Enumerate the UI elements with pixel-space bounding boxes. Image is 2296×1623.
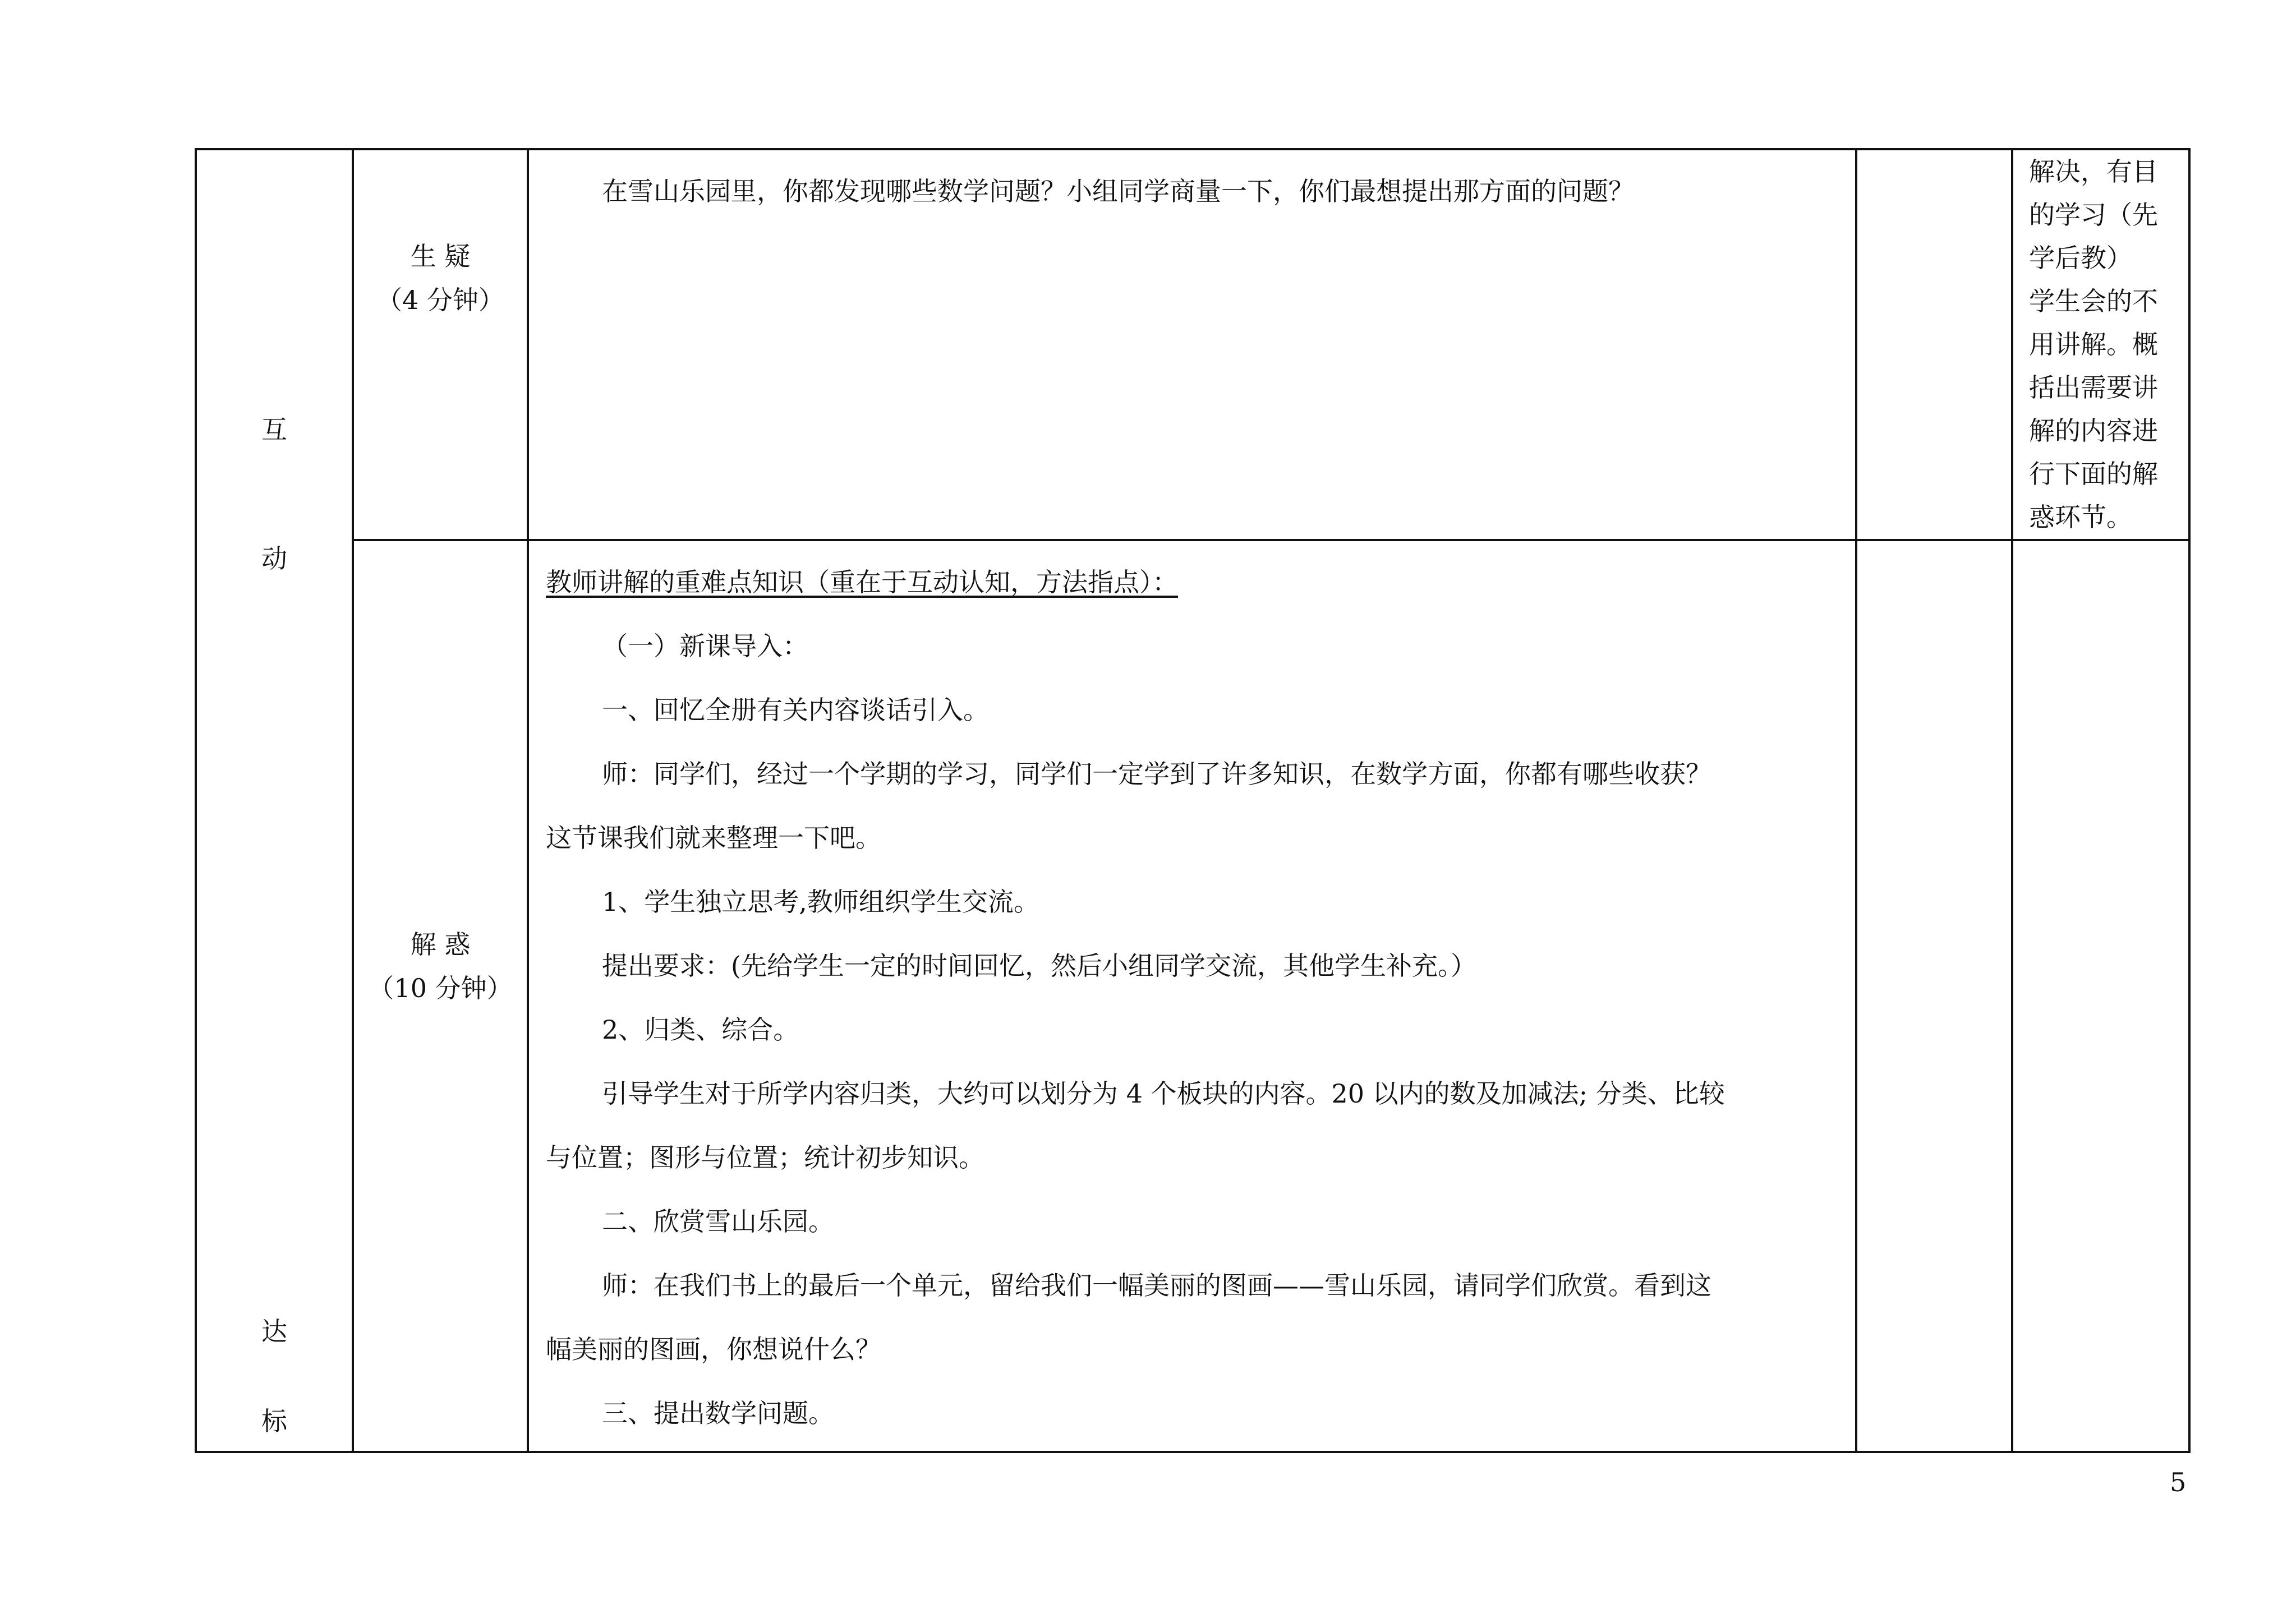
content-line: 2、归类、综合。 (602, 1015, 799, 1045)
content-line: 一、回忆全册有关内容谈话引入。 (602, 695, 989, 725)
empty-cell (1856, 149, 2012, 540)
step-cell-explain (353, 540, 528, 1452)
note-line: 学生会的不用讲解。概括出需要讲解的内容进行下面的解惑环节。 (2029, 286, 2158, 532)
step-duration: （10 分钟） (368, 973, 513, 1003)
content-line: 引导学生对于所学内容归类，大约可以划分为 4 个板块的内容。20 以内的数及加减法; 分类、比较 (602, 1078, 1725, 1109)
lesson-plan-table (195, 148, 2191, 1453)
table-row-explain (196, 540, 2189, 1452)
content-cell-doubt (528, 149, 1856, 540)
step-duration: （4 分钟） (376, 285, 504, 315)
step-cell-doubt (353, 149, 528, 540)
stage-cell (196, 149, 353, 1452)
step-name: 解 惑 (410, 929, 471, 960)
stage-char-4: 标 (261, 1406, 287, 1436)
page-number: 5 (2170, 1467, 2187, 1497)
content-line: 幅美丽的图画，你想说什么？ (546, 1334, 881, 1364)
empty-cell (1856, 540, 2012, 1452)
note-cell (2012, 149, 2189, 540)
content-line: 三、提出数学问题。 (602, 1398, 834, 1428)
stage-char-2: 动 (261, 543, 287, 574)
content-line: 这节课我们就来整理一下吧。 (546, 823, 881, 853)
content-line: 提出要求：(先给学生一定的时间回忆，然后小组同学交流，其他学生补充。） (602, 951, 1476, 981)
content-line: 在雪山乐园里，你都发现哪些数学问题？小组同学商量一下，你们最想提出那方面的问题？ (602, 176, 1634, 206)
content-line: 1、学生独立思考,教师组织学生交流。 (602, 887, 1039, 917)
stage-char-1: 互 (261, 414, 287, 445)
content-line: （一）新课导入： (602, 631, 808, 661)
content-line: 师：在我们书上的最后一个单元，留给我们一幅美丽的图画——雪山乐园，请同学们欣赏。看到这 (602, 1270, 1711, 1301)
content-line: 二、欣赏雪山乐园。 (602, 1206, 834, 1237)
content-line: 与位置；图形与位置；统计初步知识。 (546, 1142, 984, 1173)
content-heading: 教师讲解的重难点知识（重在于互动认知，方法指点）： (546, 567, 1178, 597)
note-line: 解决，有目的学习（先学后教） (2029, 156, 2158, 273)
content-cell-explain (528, 540, 1856, 1452)
content-line: 师：同学们，经过一个学期的学习，同学们一定学到了许多知识，在数学方面，你都有哪些收获？ (602, 759, 1711, 789)
step-name: 生 疑 (410, 241, 471, 271)
table-row-doubt (196, 149, 2189, 540)
empty-cell (2012, 540, 2189, 1452)
stage-char-3: 达 (261, 1316, 287, 1347)
